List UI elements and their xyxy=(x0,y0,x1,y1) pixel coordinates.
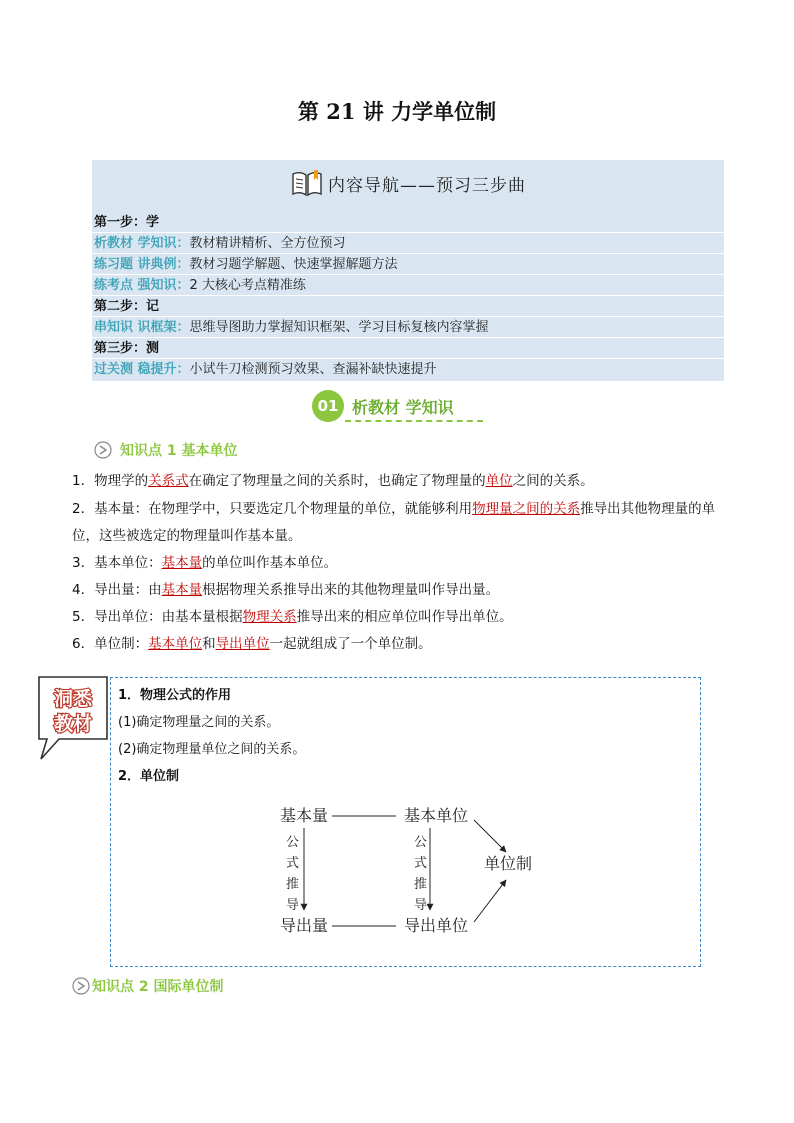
section-heading xyxy=(312,390,454,422)
formula-char-left: 导 xyxy=(286,898,300,913)
formula-char-right: 推 xyxy=(414,877,428,892)
section-label: 析教材 学知识 xyxy=(352,397,454,417)
formula-char-left: 式 xyxy=(286,856,300,871)
nav-row-textbook: 析教材 学知识：教材精讲精析、全方位预习 xyxy=(92,234,724,254)
content-navigation-panel xyxy=(92,160,724,381)
nav-row-step1: 第一步：学 xyxy=(92,213,724,233)
formula-char-right: 式 xyxy=(414,856,428,871)
page-title: 第 21 讲 力学单位制 xyxy=(297,99,497,124)
nav-header-text: 内容导航——预习三步曲 xyxy=(328,175,526,196)
base-unit-label: 基本单位 xyxy=(404,806,469,825)
knowledge-point-2-heading: 知识点 2 国际单位制 xyxy=(72,976,224,996)
item-3: 3．基本单位：基本量的单位叫作基本单位。 xyxy=(72,555,338,571)
circled-arrow-icon xyxy=(72,977,90,995)
detail-line-2: (2)确定物理量单位之间的关系。 xyxy=(118,742,306,757)
formula-char-left: 公 xyxy=(286,835,300,850)
item-2: 2．基本量：在物理学中，只要选定几个物理量的单位，就能够利用物理量之间的关系推导出其他物理量的单位，这些被选定的物理量叫作基本量。 xyxy=(72,501,716,544)
formula-char-right: 公 xyxy=(414,835,428,850)
derived-quantity-label: 导出量 xyxy=(280,916,329,935)
detail-heading-2: 2．单位制 xyxy=(118,769,180,784)
nav-row-exercises: 练习题 讲典例：教材习题学解题、快速掌握解题方法 xyxy=(92,255,724,275)
detail-line-1: (1)确定物理量之间的关系。 xyxy=(118,715,280,730)
callout-line1: 洞悉 xyxy=(53,688,93,710)
section-number-badge: 01 xyxy=(312,390,344,422)
insight-callout-badge xyxy=(35,673,115,763)
nav-row-keypoints: 练考点 强知识：2 大核心考点精准练 xyxy=(92,276,724,296)
formula-char-right: 导 xyxy=(414,898,428,913)
arrow-base-to-system xyxy=(474,820,506,852)
knowledge-point-1-heading: 知识点 1 基本单位 xyxy=(94,440,238,460)
derived-unit-label: 导出单位 xyxy=(404,916,469,935)
item-4: 4．导出量：由基本量根据物理关系推导出来的其他物理量叫作导出量。 xyxy=(72,582,500,598)
unit-system-diagram xyxy=(268,796,548,946)
nav-row-step3: 第三步：测 xyxy=(92,339,724,359)
item-5: 5．导出单位：由基本量根据物理关系推导出来的相应单位叫作导出单位。 xyxy=(72,609,513,625)
nav-row-test: 过关测 稳提升：小试牛刀检测预习效果、查漏补缺快速提升 xyxy=(94,362,437,377)
nav-header xyxy=(92,166,724,200)
callout-line2: 教材 xyxy=(53,713,93,735)
nav-row-framework: 串知识 识框架：思维导图助力掌握知识框架、学习目标复核内容掌握 xyxy=(92,318,724,338)
unit-system-label: 单位制 xyxy=(484,854,533,873)
detail-heading-1: 1．物理公式的作用 xyxy=(118,688,232,703)
base-quantity-label: 基本量 xyxy=(280,806,329,825)
item-6: 6．单位制：基本单位和导出单位一起就组成了一个单位制。 xyxy=(72,636,432,652)
open-book-icon xyxy=(290,168,324,198)
nav-row-step2: 第二步：记 xyxy=(92,297,724,317)
circled-arrow-icon xyxy=(94,441,112,459)
arrow-derived-to-system xyxy=(474,880,506,922)
section-underline xyxy=(345,420,483,422)
formula-char-left: 推 xyxy=(286,877,300,892)
item-1: 1．物理学的关系式在确定了物理量之间的关系时，也确定了物理量的单位之间的关系。 xyxy=(72,473,594,489)
